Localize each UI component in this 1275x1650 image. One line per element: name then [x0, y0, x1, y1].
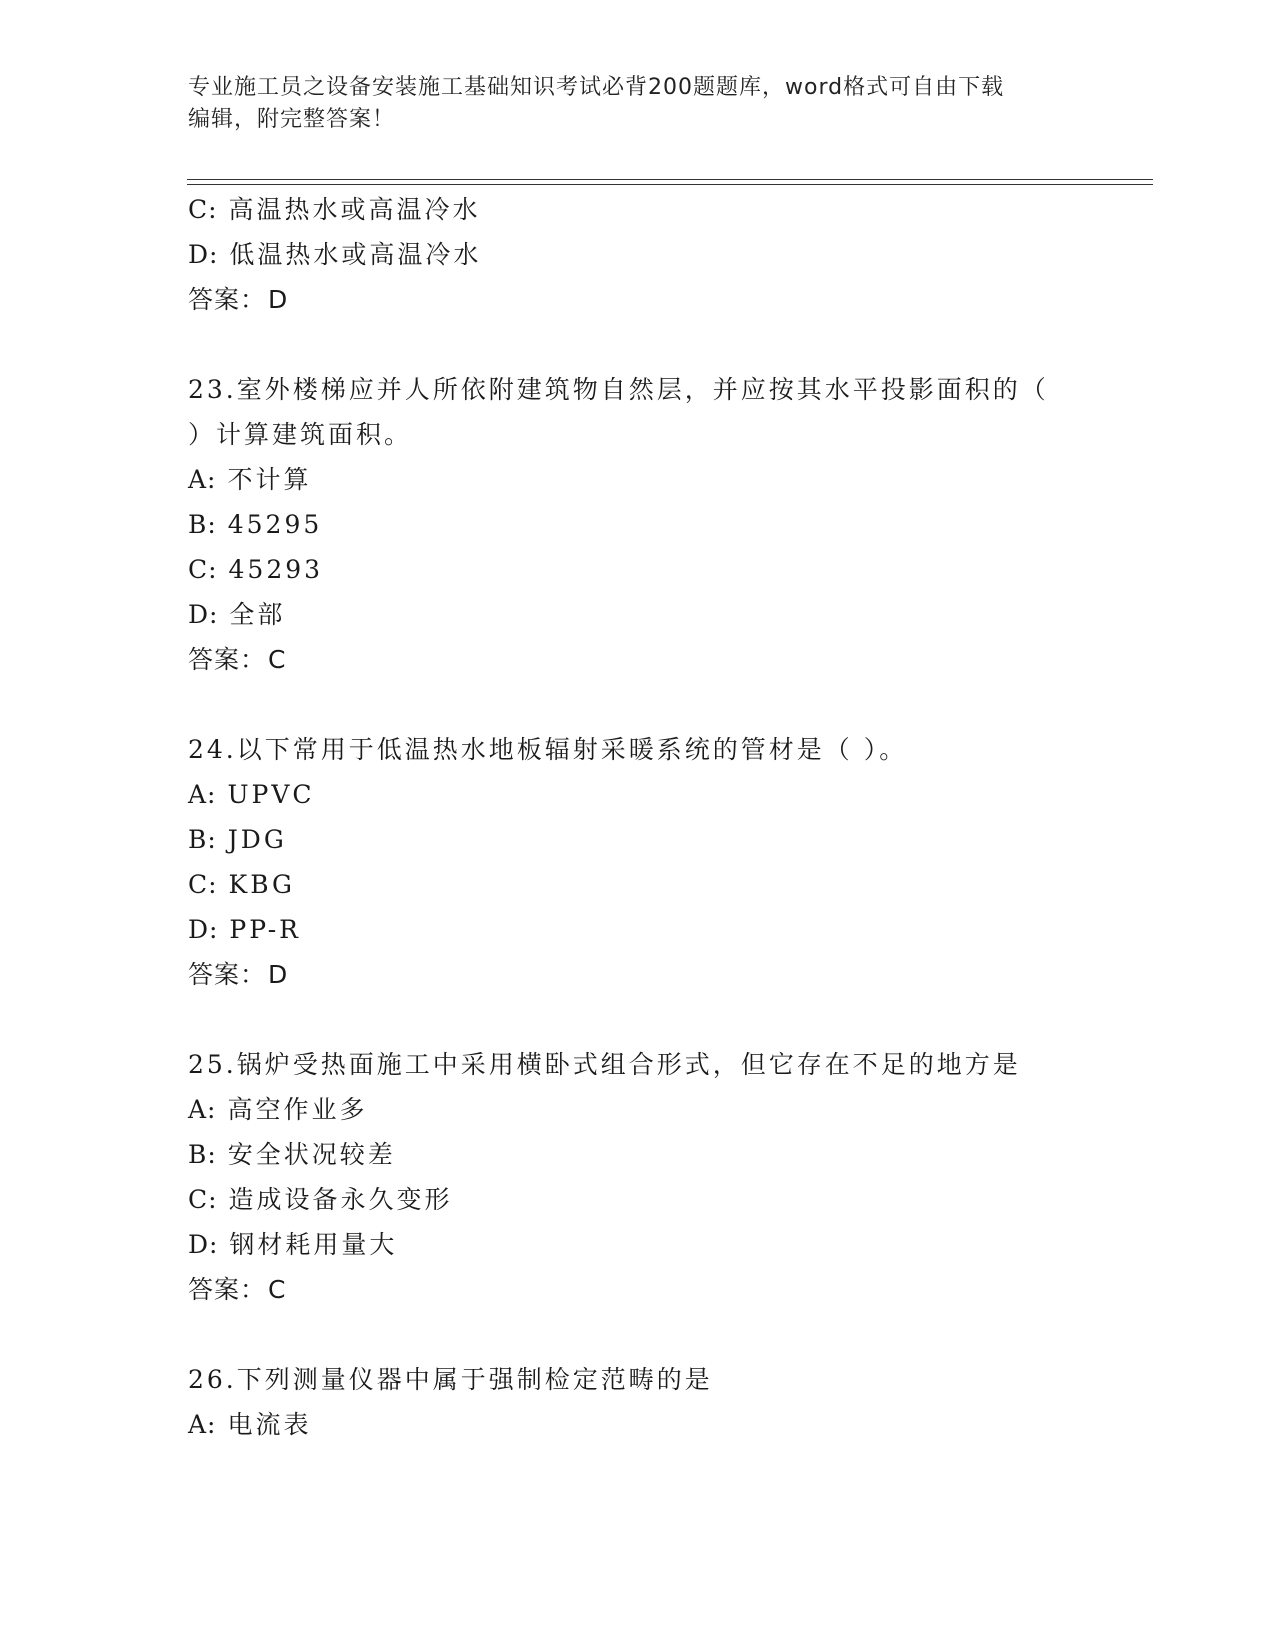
q24-option-a	[188, 778, 315, 812]
option-label: C:	[188, 870, 218, 899]
option-label: A:	[188, 1095, 217, 1124]
answer-label: 答案：	[188, 1275, 267, 1304]
option-label: B:	[188, 825, 217, 854]
answer-value: D	[268, 960, 289, 989]
option-text: JDG	[227, 825, 287, 854]
answer-label: 答案：	[188, 285, 267, 314]
option-text: 45295	[227, 510, 323, 539]
q22-answer	[188, 283, 288, 317]
option-label: A:	[188, 465, 217, 494]
q26-option-a	[188, 1408, 311, 1442]
q23-option-c	[188, 553, 323, 587]
answer-value: C	[268, 645, 287, 674]
option-text: 造成设备永久变形	[228, 1185, 453, 1214]
q25-answer	[188, 1273, 286, 1307]
q24-option-b	[188, 823, 287, 857]
answer-value: C	[268, 1275, 287, 1304]
q23-stem-line-1: 23.室外楼梯应并人所依附建筑物自然层，并应按其水平投影面积的（	[188, 375, 1049, 404]
option-text: 高空作业多	[227, 1095, 368, 1124]
header-divider-bottom	[187, 184, 1153, 185]
answer-label: 答案：	[188, 645, 267, 674]
option-text: 安全状况较差	[227, 1140, 396, 1169]
q24-stem: 24.以下常用于低温热水地板辐射采暖系统的管材是（ ）。	[188, 735, 908, 764]
document-header	[188, 72, 1078, 136]
q25-option-c	[188, 1183, 453, 1217]
q24-option-d	[188, 913, 301, 947]
option-label: C:	[188, 195, 218, 224]
option-text: 不计算	[227, 465, 312, 494]
option-text: 高温热水或高温冷水	[228, 195, 481, 224]
option-text: KBG	[228, 870, 295, 899]
q24-option-c	[188, 868, 295, 902]
q23-option-d	[188, 598, 285, 632]
q23-stem-line-2: ）计算建筑面积。	[188, 420, 413, 449]
option-text: 钢材耗用量大	[229, 1230, 398, 1259]
option-text: UPVC	[227, 780, 315, 809]
q25-option-a	[188, 1093, 367, 1127]
q25-stem: 25.锅炉受热面施工中采用横卧式组合形式，但它存在不足的地方是	[188, 1050, 1021, 1079]
option-text: 低温热水或高温冷水	[229, 240, 482, 269]
answer-label: 答案：	[188, 960, 267, 989]
option-text: PP-R	[229, 915, 301, 944]
option-label: A:	[188, 1410, 217, 1439]
header-line-2: 编辑，附完整答案！	[188, 107, 396, 132]
header-divider-top	[187, 179, 1153, 180]
option-text: 45293	[228, 555, 324, 584]
option-label: A:	[188, 780, 217, 809]
answer-value: D	[268, 285, 289, 314]
q25-option-d	[188, 1228, 397, 1262]
q22-option-d	[188, 238, 481, 272]
q26-stem: 26.下列测量仪器中属于强制检定范畴的是	[188, 1365, 713, 1394]
q24-answer	[188, 958, 288, 992]
option-label: D:	[188, 1230, 219, 1259]
q23-option-a	[188, 463, 311, 497]
option-text: 电流表	[227, 1410, 312, 1439]
option-label: C:	[188, 1185, 218, 1214]
option-label: B:	[188, 510, 217, 539]
q23-option-b	[188, 508, 322, 542]
option-label: B:	[188, 1140, 217, 1169]
option-label: C:	[188, 555, 218, 584]
option-label: D:	[188, 240, 219, 269]
option-label: D:	[188, 915, 219, 944]
header-line-1: 专业施工员之设备安装施工基础知识考试必背200题题库，word格式可自由下载	[188, 75, 1005, 100]
q25-option-b	[188, 1138, 396, 1172]
option-label: D:	[188, 600, 219, 629]
q22-option-c	[188, 193, 481, 227]
option-text: 全部	[229, 600, 286, 629]
q23-answer	[188, 643, 286, 677]
